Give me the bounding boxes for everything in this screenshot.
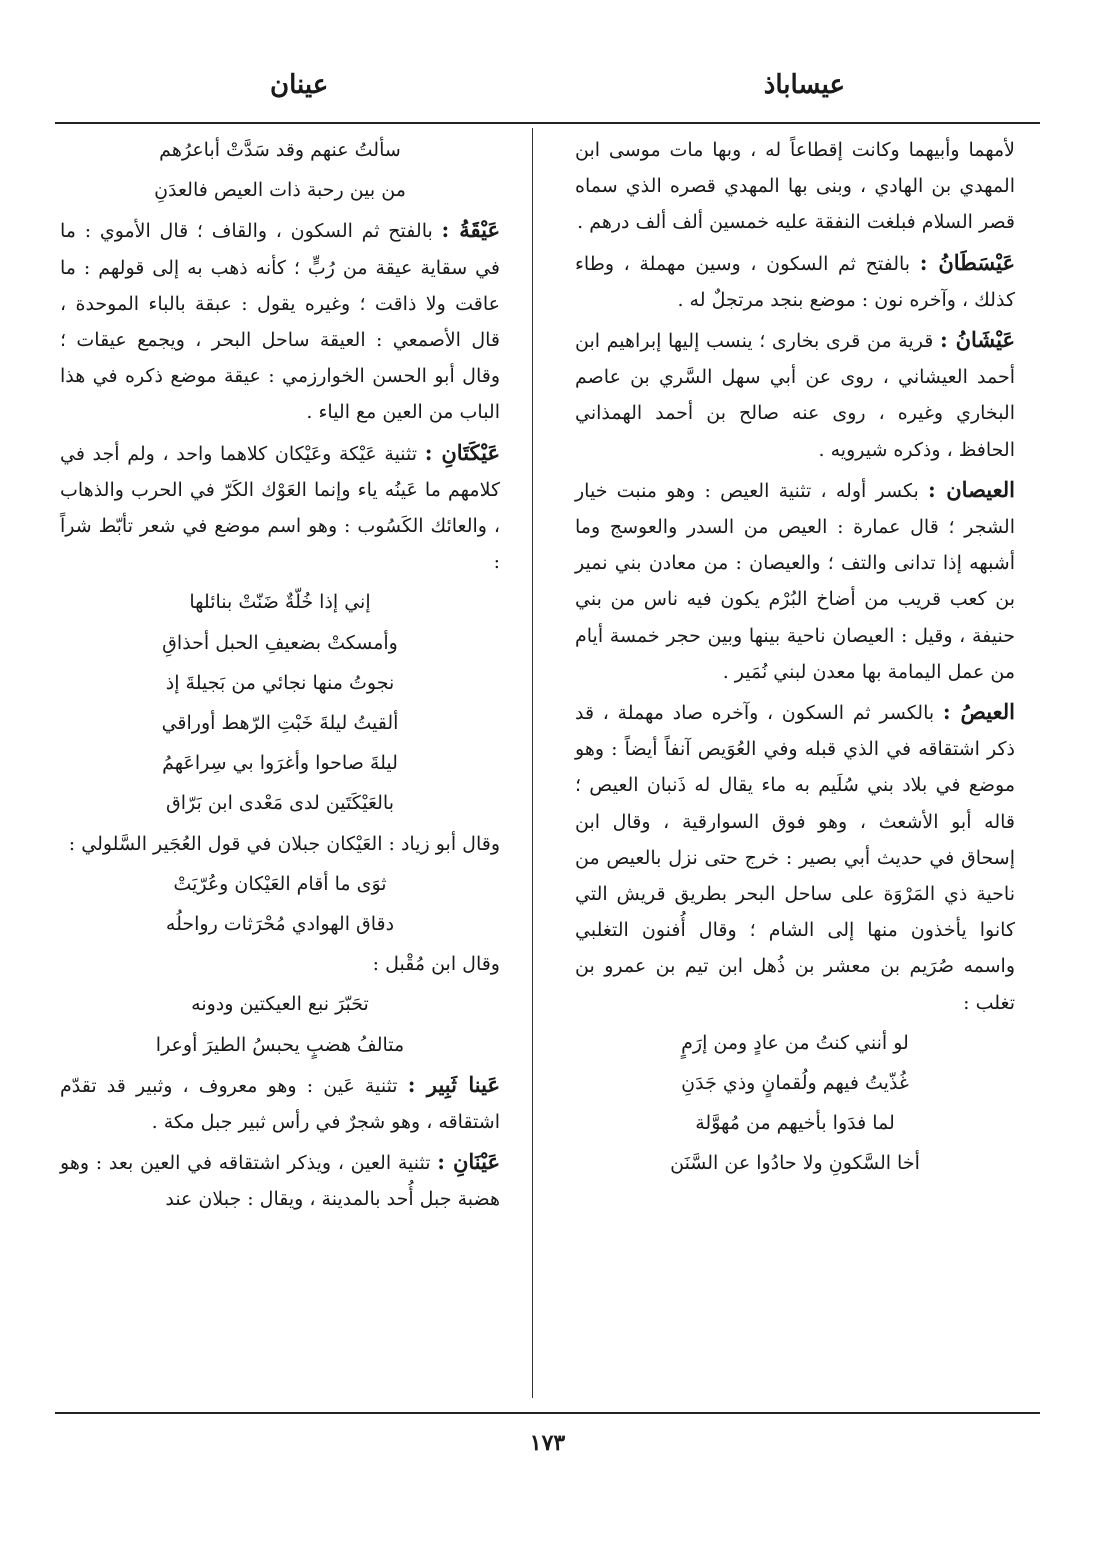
entry-headword: عَيْنَانِ :	[437, 1149, 501, 1175]
verse-line: من بين رحبة ذات العيص فالعدَنِ	[154, 179, 406, 202]
verse-line: إني إذا خُلّةٌ ضَنّتْ بنائلها	[189, 591, 371, 614]
entry-paragraph	[60, 435, 500, 581]
entry-text: لأمهما وأبيهما وكانت إقطاعاً له ، وبها مات موسى ابن المهدي بن الهادي ، وبنى بها المهدي قصره الذي سماه قصر السلام فبلغت النفقة عليه خمسين ألف ألف درهم .	[575, 139, 1015, 234]
entry-paragraph	[575, 132, 1015, 241]
entry-headword: العيصُ :	[942, 699, 1015, 725]
running-header-right: عيساباذ	[763, 70, 845, 100]
entry-headword: عَيْكَتَانِ :	[424, 439, 500, 465]
entry-text: وقال ابن مُقْبل :	[372, 953, 500, 976]
entry-text: تثنية عَين : وهو معروف ، وثبير قد تقدّم اشتقاقه ، وهو شجرٌ في رأس ثبير جبل مكة .	[60, 1074, 500, 1134]
verse-line: دقاق الهوادي مُحْرَثات رواحلُه	[165, 913, 395, 936]
entry-headword: عَينا ثَبِير :	[407, 1071, 500, 1097]
entry-paragraph	[60, 1067, 500, 1140]
verse-line: لما فدَوا بأخيهم من مُهوَّلة	[695, 1112, 895, 1135]
entry-paragraph	[575, 472, 1015, 690]
verse-line: نجوتُ منها نجائي من بَجيلةَ إذ	[165, 671, 395, 694]
verse-line: ألقيتُ ليلةَ خَبْتِ الرّهط أوراقي	[161, 712, 399, 735]
entry-headword: عَيْشَانُ :	[939, 327, 1016, 353]
verse-line: متالفُ هضبٍ يحبسُ الطيرَ أوعرا	[155, 1033, 405, 1056]
verse-line: غُذّيتُ فيهم ولُقمانٍ وذي جَدَنِ	[681, 1072, 909, 1095]
entry-paragraph	[60, 212, 500, 430]
verse-line: ثوَى ما أقام العَيْكان وعُرّيَتْ	[173, 872, 387, 895]
entry-text: تثنية العين ، ويذكر اشتقاقه في العين بعد : وهو هضبة جبل أُحد بالمدينة ، ويقال : جبلان عند	[60, 1152, 500, 1211]
entry-text: بالفتح ثم السكون ، وسين مهملة ، وطاء كذلك ، وآخره نون : موضع بنجد مرتجلٌ له .	[575, 252, 1015, 311]
entry-headword: عَيْسَطَانُ :	[919, 249, 1015, 275]
column-divider	[532, 128, 533, 1398]
entry-paragraph	[575, 322, 1015, 468]
entry-text: وقال أبو زياد : العَيْكان جبلان في قول العُجَير السَّلولي :	[68, 832, 500, 855]
entry-headword: العيصان :	[928, 476, 1015, 502]
verse-line: سألتُ عنهم وقد سَدَّتْ أباعرُهم	[159, 139, 401, 161]
footer-rule	[55, 1412, 1040, 1414]
verse-line: لو أنني كنتُ من عادٍ ومن إرَمٍ	[681, 1031, 909, 1054]
verse-line: تحَبّرَ نبع العيكتين ودونه	[191, 993, 369, 1016]
left-column	[60, 132, 500, 1222]
entry-paragraph	[60, 826, 500, 862]
entry-paragraph	[575, 694, 1015, 1021]
verse-line: ليلةَ صاحوا وأغرَوا بي سِراعَهمُ	[162, 752, 398, 775]
running-header-left: عينان	[270, 70, 329, 100]
header-rule	[55, 122, 1040, 124]
entry-text: قرية من قرى بخارى ؛ ينسب إليها إبراهيم ابن أحمد العيشاني ، روى عن أبي سهل السَّري بن عاصم البخاري وغيره ، روى عنه صالح بن أحمد الهمذاني الحافظ ، وذكره شيرويه .	[575, 330, 1015, 461]
entry-paragraph	[60, 946, 500, 982]
entry-text: بالكسر ثم السكون ، وآخره صاد مهملة ، قد ذكر اشتقاقه في الذي قبله وفي العُوَيص آنفاً أيضاً : وهو موضع في بلاد بني سُلَيم به ماء يقال له ذَنبان العيص ؛ قاله أبو الأشعث ، وهو فوق السوارقية ، وقال ابن إسحاق في حديث أبي بصير : خرج حتى نزل بالعيص من ناحية ذي المَرْوَة على ساحل البحر بطريق قريش التي كانوا يأخذون منها إلى الشام ؛ وقال أُفنون التغلبي واسمه صُرَيم بن معشر بن ذُهل ابن تيم بن عمرو بن تغلب :	[575, 702, 1015, 1014]
verse-line: وأمسكتْ بضعيفِ الحبل أحذاقِ	[162, 631, 398, 654]
entry-paragraph	[60, 1144, 500, 1217]
verse-line: بالعَيْكَتَين لدى مَعْدى ابن بَرّاق	[166, 792, 394, 815]
verse-line: أخا السَّكونِ ولا حادُوا عن السَّنَن	[670, 1152, 920, 1175]
entry-text: بالفتح ثم السكون ، والقاف ؛ قال الأموي : ما في سقاية عيقة من رُبٍّ ؛ كأنه ذهب به إلى قولهم : ما عاقت ولا ذاقت ؛ وغيره يقول : عبقة بالباء الموحدة ، قال الأصمعي : العيقة ساحل البحر ، ويجمع عيقات ؛ وقال أبو الحسن الخوارزمي : عيقة موضع ذكره في هذا الباب من العين مع الياء .	[60, 220, 500, 424]
entry-text: تثنية عَيْكة وعَيْكان كلاهما واحد ، ولم أجد في كلامهم ما عَينُه ياء وإنما العَوْك الكَرّ في الحرب والذهاب ، والعائك الكَسُوب : وهو اسم موضع في شعر تأبّط شراً :	[60, 442, 500, 574]
right-column	[575, 132, 1015, 1186]
entry-paragraph	[575, 245, 1015, 318]
entry-headword: عَيْقَةُ :	[441, 217, 500, 243]
page-number: ١٧٣	[529, 1430, 566, 1456]
entry-text: بكسر أوله ، تثنية العيص : وهو منبت خيار الشجر ؛ قال عمارة : العيص من السدر والعوسج وما أشبهه إذا تدانى والتف ؛ والعيصان : من معادن بني نمير بن كعب قريب من أضاخ البُرْم يكون فيه ناس من بني حنيفة ، وقيل : العيصان ناحية بينها وبين حجر خمسة أيام من عمل اليمامة بها معدن لبني نُمَير .	[575, 479, 1015, 683]
